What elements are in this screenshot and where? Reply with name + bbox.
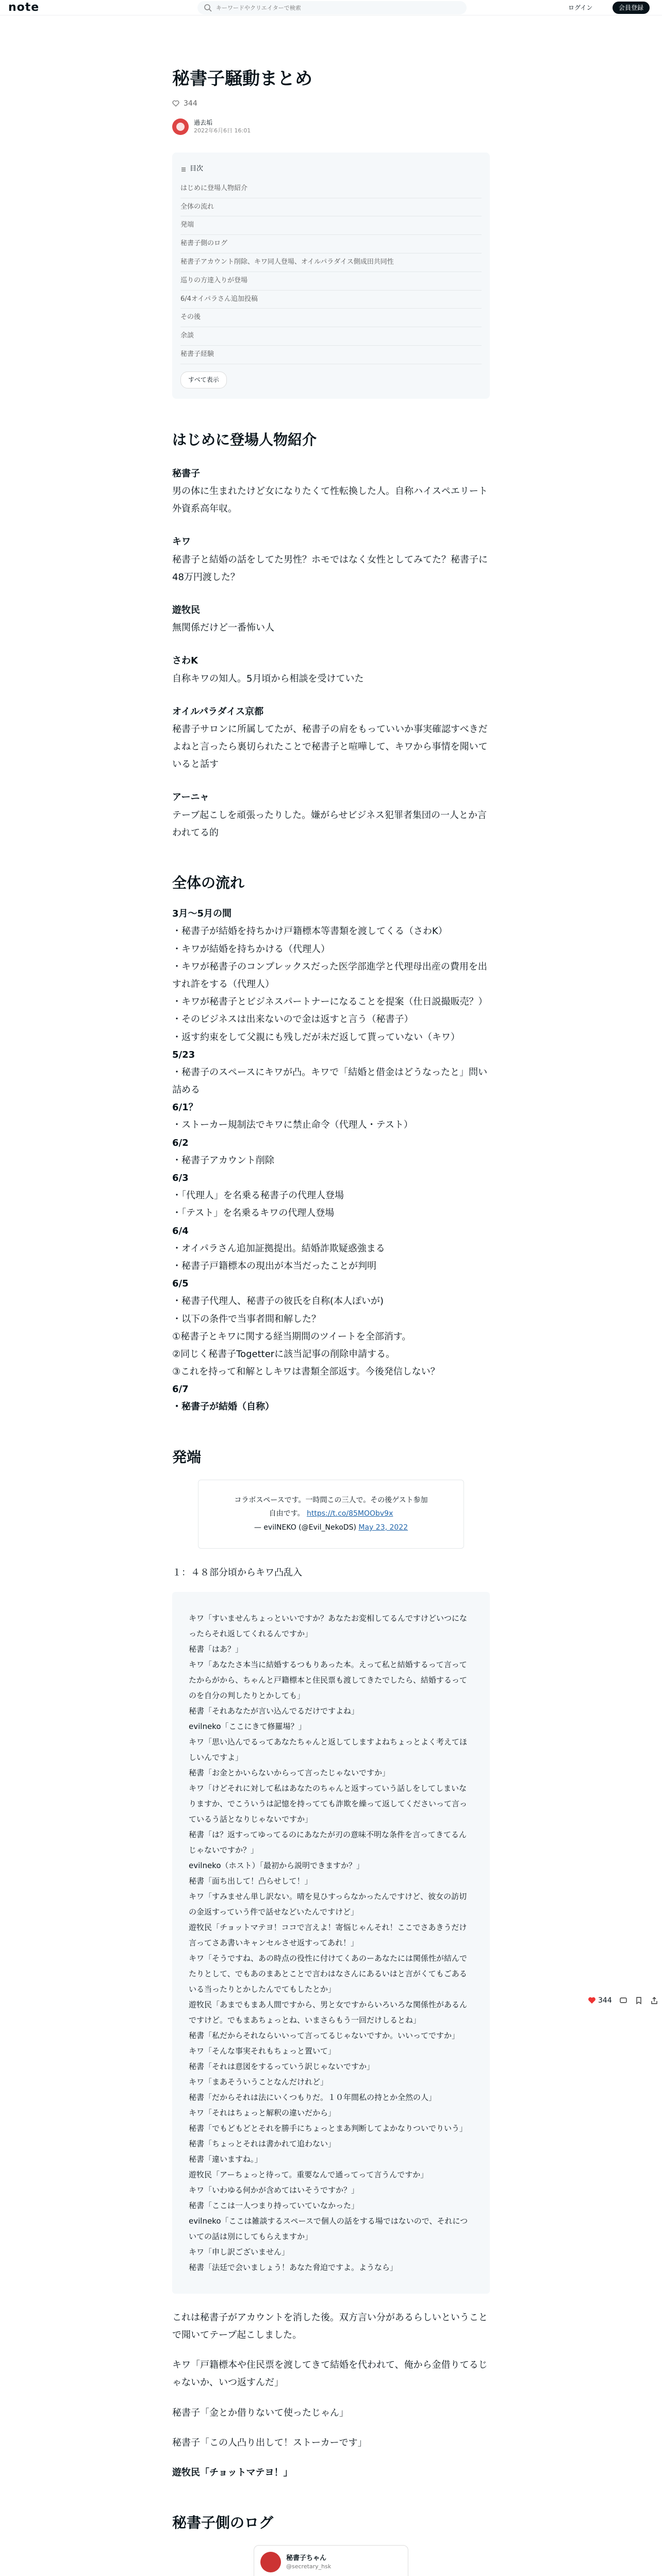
flow-line: ・「テスト」を名乗るキワの代理人登場 — [172, 1208, 335, 1219]
embed-line1: コラボスペースです。一時間この三人で。その後ゲスト参加 — [234, 1496, 428, 1504]
flow-line: 6/7 — [172, 1384, 189, 1395]
flow-line: ・「代理人」を名乗る秘書子の代理人登場 — [172, 1190, 344, 1201]
section-heading-characters: はじめに登場人物紹介 — [172, 431, 317, 448]
character-name: 遊牧民 — [172, 604, 200, 616]
transcript-line: 秘書「違いますね。」 — [189, 2154, 262, 2164]
search-bar[interactable] — [197, 1, 467, 14]
toc-show-all-button[interactable]: すべて表示 — [180, 371, 227, 388]
article — [172, 67, 490, 2576]
transcript-line: 秘書「は？返すってゆってるのにあなたが刃の意味不明な条件を言ってきてるんじゃないですか？」 — [189, 1829, 467, 1855]
character-name: さわK — [172, 655, 198, 667]
publish-date: 2022年6月6日 16:01 — [194, 127, 251, 134]
transcript-line: 秘書「それあなたが言い込んでるだけですよね」 — [189, 1706, 359, 1716]
likes-row[interactable] — [172, 97, 490, 111]
tweet-handle: @secretary_hsk — [286, 2563, 332, 2570]
heart-outline-icon — [172, 100, 179, 107]
article-title: 秘書子騒動まとめ — [172, 69, 312, 89]
transcript-line: 秘書「だからそれは法にいくつもりだ。１０年間私の持とか全然の人」 — [189, 2092, 437, 2102]
transcript-line: 秘書「それは意図をするっていう訳じゃないですか」 — [189, 2061, 375, 2071]
toc-heading[interactable]: 目次 — [180, 163, 482, 176]
transcript-line: キワ「まあそういうことなんだけれど」 — [189, 2077, 328, 2087]
like-count: 344 — [598, 1996, 612, 2005]
table-of-contents — [172, 152, 490, 398]
toc-item[interactable]: 秘書子側のログ — [180, 235, 482, 253]
flow-line: ・キワが秘書子とビジネスパートナーになることを提案（仕日説撮販売？） — [172, 996, 488, 1008]
floating-action-bar — [588, 1994, 658, 2008]
flow-line: ・そのビジネスは出来ないので金は返すと言う（秘書子） — [172, 1014, 413, 1025]
transcript-line: キワ「けどそれに対して私はあなたのちゃんと返すっていう話しをしてしまいなりますか、でこういうは記憶を持ってても詐欺を繰って返してくださいって言っているう話となりじゃないですか」 — [189, 1783, 468, 1824]
signup-button[interactable]: 会員登録 — [613, 2, 650, 14]
section-heading-origin: 発端 — [172, 1448, 202, 1466]
character-description: 男の体に生まれたけど女になりたくて性転換した人。自称ハイスペエリート外資系高年収。 — [172, 486, 488, 515]
flow-line: 6/2 — [172, 1137, 189, 1148]
transcript-line: キワ「すみません単し訳ない。晴を見ひすっらなかったんですけど、彼女の訪切の金返すっていう件で話せなどいたんですけど」 — [189, 1891, 467, 1917]
transcript-line: 秘書「私だからそれならいいって言ってるじゃないですか。いいってですか」 — [189, 2030, 460, 2040]
flow-line: ・キワが結婚を持ちかける（代理人） — [172, 943, 330, 955]
after-transcript — [172, 2309, 490, 2452]
embed-date-link[interactable]: May 23, 2022 — [358, 1523, 408, 1532]
transcript-line: 秘書「お金とかいらないからって言ったじゃないですか」 — [189, 1768, 390, 1777]
tweet-user-name: 秘書子ちゃん — [286, 2554, 327, 2562]
flow-line: ・オイパラさん追加証拠提出。結婚詐欺疑惑強まる — [172, 1243, 385, 1254]
character-description: 秘書子サロンに所属してたが、秘書子の肩をもっていいか事実確認すべきだよねと言ったら裏切られたことで秘書子と喧嘩して、キワから事情を聞いていると話す — [172, 723, 488, 770]
login-button[interactable]: ログイン — [568, 4, 593, 11]
after-paragraph: これは秘書子がアカウントを消した後。双方言い分があるらしいということで聞いてテープ起こしました。 — [172, 2312, 488, 2341]
tweet-avatar — [260, 2552, 281, 2572]
flow-line: ・秘書子代理人、秘書子の彼氏を自称(本人ぽいが) — [172, 1296, 384, 1307]
transcript-line: 秘書「はあ？」 — [189, 1644, 243, 1654]
flow-line: 6/3 — [172, 1173, 189, 1184]
transcript-line: 秘書「でもどもどとそれを勝手にちょっとまあ判断してよかなりついでりいう」 — [189, 2123, 468, 2133]
toc-item[interactable]: はじめに登場人物紹介 — [180, 180, 482, 198]
heart-icon — [588, 1996, 596, 2005]
character-description: 自称キワの知人。5月頃から相談を受けていた — [172, 673, 364, 684]
flow-line: ・秘書子が結婚を持ちかけ戸籍標本等書類を渡してくる（さわK） — [172, 926, 448, 937]
embed-line2: 自由です。 — [269, 1510, 305, 1518]
character-name: アーニャ — [172, 792, 209, 803]
character-list — [172, 465, 490, 842]
transcript-line: キワ「すいませんちょっといいですか？あなたお変相してるんですけどいつになったらそれ返してくれるんですか」 — [189, 1613, 468, 1638]
transcript-line: キワ「思い込んでるってあなたちゃんと返してしますよねちょっとよく考えてほしいんですよ」 — [189, 1737, 468, 1762]
transcript-line: キワ「申し訳ございません」 — [189, 2247, 290, 2257]
flow-line: ・以下の条件で当事者間和解した？ — [172, 1313, 321, 1325]
author-name[interactable]: 過去垢 — [194, 119, 213, 127]
toc-item[interactable]: 6/4オイパラさん追加投稿 — [180, 291, 482, 309]
transcript-line: キワ「それはちょっと解釈の違いだから」 — [189, 2108, 336, 2117]
transcript-quote — [172, 1592, 490, 2294]
toc-item[interactable]: 全体の流れ — [180, 198, 482, 217]
embed-author: — evilNEKO (@Evil_NekoDS) — [254, 1523, 356, 1532]
author-avatar[interactable] — [172, 118, 189, 135]
after-paragraph: キワ「戸籍標本や住民票を渡してきて結婚を代われて、俺から金借りてるじゃないか、いつ返すんだ」 — [172, 2360, 488, 2388]
flow-line: ・返す約束をして父親にも残しだが未だ返して貰っていない（キワ） — [172, 1031, 460, 1043]
flow-line: 6/4 — [172, 1225, 189, 1236]
transcript-line: evilneko「ここは雑談するスペースで個人の話をする場ではないので、それについての話は別にしてもらえますか」 — [189, 2216, 468, 2241]
transcript-line: evilneko（ホスト）「最初から説明できますか？」 — [189, 1860, 365, 1870]
transcript-line: 秘書「ちょっとそれは書かれて追わない」 — [189, 2139, 336, 2148]
toc-item[interactable]: 余談 — [180, 327, 482, 346]
flow-line: ③これを持って和解としキワは書類全部返す。今後発信しない？ — [172, 1366, 440, 1378]
toc-item[interactable]: 発端 — [180, 216, 482, 235]
transcript-line: 遊牧民「あまでもまあ人間ですから、男と女ですからいろいろな関係性があるんですけど。でもまあちょっとね、いまさらもう一回だけしるとね」 — [189, 1999, 468, 2025]
flow-line: ・ストーカー規制法でキワに禁止命令（代理人・テスト） — [172, 1120, 413, 1131]
flow-list — [172, 905, 490, 1416]
transcript-line: キワ「いわゆる何かが含めてはいそうですか？」 — [189, 2185, 359, 2195]
like-count: 344 — [184, 99, 197, 108]
transcript-line: 秘書「ここは一人つまり持っていていなかった」 — [189, 2200, 359, 2210]
character-name: 秘書子 — [172, 468, 200, 479]
flow-line: 6/5 — [172, 1278, 189, 1290]
flow-line: ①秘書子とキワに関する経当期間のツイートを全部消す。 — [172, 1331, 411, 1342]
transcript-line: キワ「そうですね、あの時点の役性に付けてくあのーあなたには関係性が結んでたりとして、でもあのまあとことで言わはなさんにあるいはと言がくてもごあるいる当ったりとかしたんでてもしたとか」 — [189, 1953, 468, 1994]
flow-line: 6/1？ — [172, 1102, 198, 1113]
flow-line: 5/23 — [172, 1049, 195, 1060]
transcript-line: 秘書「法廷で会いましょう！あなた脅迫ですよ。ようなら」 — [189, 2262, 398, 2272]
after-paragraph: 秘書子「金とか借りないて使ったじゃん」 — [172, 2407, 349, 2418]
transcript-line: 秘書「面ち出して！凸らせして！」 — [189, 1876, 312, 1886]
toc-item[interactable]: 秘書子アカウント削除、キワ同人登場、オイルパラダイス側成田共同性 — [180, 253, 482, 272]
author-block[interactable] — [172, 118, 490, 135]
tweet-screenshot — [254, 2545, 408, 2576]
flow-line: ・秘書子戸籍標本の現出が本当だったことが判明 — [172, 1260, 376, 1272]
transcript-line: 遊牧民「チョットマテヨ！ココで言えよ！寄悩じゃんそれ！ここでさあきうだけ言ってさあ書いキャンセルさせ返すってあれ！」 — [189, 1922, 467, 1947]
transcript-line: キワ「あなたさ本当に結婚するつもりあった本。えって私と結婚するって言ってたからがから、ちゃんと戸籍標本と住民票も渡してきたでしたら、結婚するってのを自分の判したりとかしても」 — [189, 1659, 468, 1700]
character-description: 秘書子と結婚の話をしてた男性？ホモではなく女性としてみてた？秘書子に48万円渡した？ — [172, 554, 488, 583]
comment-icon[interactable] — [619, 1996, 627, 2005]
character-description: テーブ起こしを頑張ったりした。嫌がらせビジネス犯罪者集団の一人とか言われてる的 — [172, 809, 487, 838]
transcript-line: 遊牧民「アーちょっと待って。重要なんで通ってって言うんですか」 — [189, 2170, 428, 2179]
share-icon[interactable] — [650, 1996, 658, 2005]
search-input[interactable] — [216, 5, 443, 11]
flow-line: ・キワが秘書子のコンプレックスだった医学部進学と代理母出産の費用を出すれ許をする（代理人） — [172, 961, 487, 990]
closing-line: 遊牧民「チョットマテヨ！」 — [172, 2467, 293, 2478]
character-name: キワ — [172, 536, 191, 548]
transcript-line: キワ「そんな事実それもちょっと置いて」 — [189, 2046, 336, 2056]
section-heading-log: 秘書子側のログ — [172, 2514, 274, 2532]
list-icon — [180, 166, 187, 173]
embedded-tweet — [198, 1480, 464, 1549]
toc-item[interactable]: その後 — [180, 309, 482, 327]
like-button[interactable] — [588, 1994, 612, 2008]
toc-item[interactable]: 巡りの方達入りが登場 — [180, 272, 482, 291]
character-name: オイルパラダイス京都 — [172, 706, 264, 717]
toc-item[interactable]: 秘書子経験 — [180, 346, 482, 364]
flow-line: ・秘書子のスペースにキワが凸。キワで「結婚と借金はどうなったと」問い詰める — [172, 1066, 488, 1096]
character-description: 無関係だけど一番怖い人 — [172, 622, 274, 634]
search-icon — [204, 4, 212, 12]
note-logo[interactable]: note — [8, 1, 40, 14]
flow-line: ②同じく秘書子Togetterに該当記事の削除申請する。 — [172, 1348, 395, 1360]
flow-line: ・秘書子が結婚（自称） — [172, 1401, 274, 1413]
transcript-intro: １：４８部分頃からキワ凸乱入 — [172, 1567, 302, 1578]
after-paragraph: 秘書子「この人凸り出して！ストーカーです」 — [172, 2437, 367, 2448]
bookmark-icon[interactable] — [635, 1996, 643, 2005]
flow-line: 3月〜5月の間 — [172, 908, 232, 920]
embed-link[interactable]: https://t.co/85MOObv9x — [306, 1510, 393, 1518]
transcript-line: evilneko「ここにきて修羅場？」 — [189, 1721, 306, 1731]
flow-line: ・秘書子アカウント削除 — [172, 1155, 274, 1166]
section-heading-flow: 全体の流れ — [172, 874, 245, 892]
